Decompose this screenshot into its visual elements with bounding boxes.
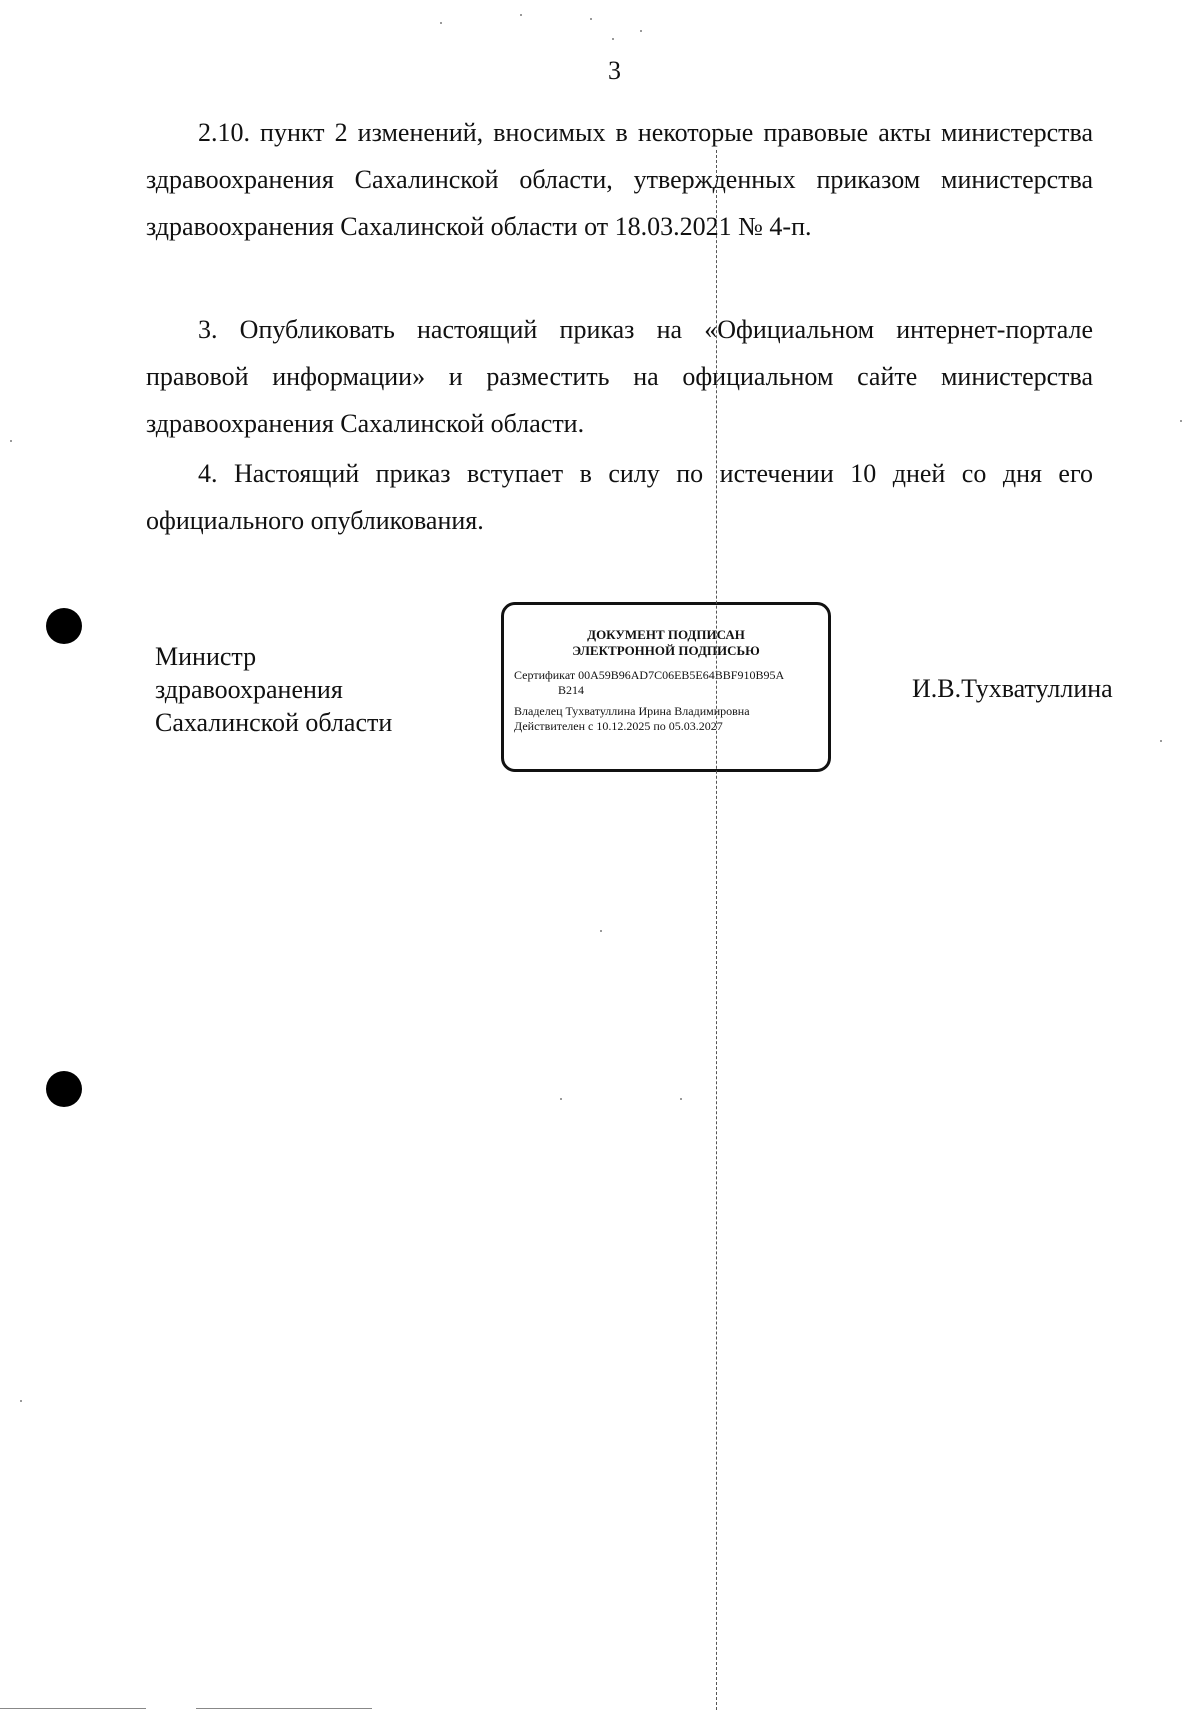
paragraph-4 <box>146 450 1093 544</box>
scan-artifact-line <box>716 150 717 1710</box>
scan-speck <box>10 440 12 442</box>
paragraph-text: 2.10. пункт 2 изменений, вносимых в некоторые правовые акты министерства здравоохранения Сахалинской области, утвержденных приказом министерства здравоохранения Сахалинской области от 18.03.2021 № 4-п. <box>146 118 1093 241</box>
punch-hole-top <box>46 608 82 644</box>
signer-title-line: здравоохранения <box>155 675 343 704</box>
paragraph-3 <box>146 306 1093 447</box>
scan-speck <box>640 30 642 32</box>
stamp-owner: Владелец Тухватуллина Ирина Владимировна <box>514 704 750 718</box>
stamp-validity: Действителен с 10.12.2025 по 05.03.2027 <box>514 719 723 733</box>
stamp-certificate-continued: B214 <box>558 683 585 697</box>
electronic-signature-stamp <box>501 602 831 772</box>
scan-speck <box>1180 420 1182 422</box>
page-number: 3 <box>608 56 621 85</box>
footer-rule <box>0 1708 146 1709</box>
scan-speck <box>612 38 614 40</box>
stamp-certificate: Сертификат 00A59B96AD7C06EB5E64BBF910B95A <box>514 668 785 682</box>
paragraph-text: 3. Опубликовать настоящий приказ на «Официальном интернет-портале правовой информации» и разместить на официальном сайте министерства здравоохранения Сахалинской области. <box>146 315 1093 438</box>
signer-title <box>155 640 392 739</box>
scan-speck <box>20 1400 22 1402</box>
stamp-heading-line: ЭЛЕКТРОННОЙ ПОДПИСЬЮ <box>572 643 760 658</box>
scan-speck <box>560 1098 562 1100</box>
paragraph-text: 4. Настоящий приказ вступает в силу по истечении 10 дней со дня его официального опубликования. <box>146 459 1093 535</box>
stamp-heading-line: ДОКУМЕНТ ПОДПИСАН <box>587 627 745 642</box>
footer-rule <box>196 1708 372 1709</box>
punch-hole-bottom <box>46 1071 82 1107</box>
scan-speck <box>520 14 522 16</box>
scan-speck <box>1160 740 1162 742</box>
paragraph-2-10 <box>146 109 1093 250</box>
signer-name: И.В.Тухватуллина <box>912 674 1113 703</box>
scan-speck <box>440 22 442 24</box>
scan-speck <box>590 18 592 20</box>
signer-title-line: Сахалинской области <box>155 708 393 737</box>
signer-title-line: Министр <box>155 642 257 671</box>
scan-speck <box>600 930 602 932</box>
scan-speck <box>680 1098 682 1100</box>
